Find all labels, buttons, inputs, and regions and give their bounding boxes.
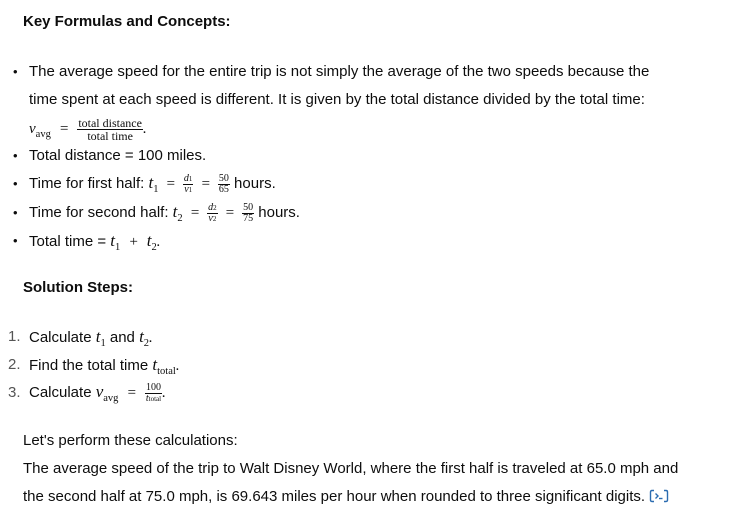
result-line-2-text: the second half at 75.0 mph, is 69.643 miles per hour when rounded to three significant digits. bbox=[23, 488, 646, 505]
step-3-label: Calculate bbox=[29, 384, 96, 401]
first-half-item: Time for first half: $t_1$ = $\frac{d1}{v1}$ = $\frac{50}{65}$ hours. bbox=[29, 172, 276, 195]
step-3-number: 3. bbox=[8, 384, 21, 401]
avg-speed-formula: $v_{avg}$ = $\frac{\text{total distance}}{\text{total time}}$ . bbox=[29, 115, 147, 143]
bullet: • bbox=[13, 64, 18, 79]
step-1-and: and bbox=[109, 329, 140, 346]
step-2-label: Find the total time bbox=[29, 357, 153, 374]
numerator-50: 50 bbox=[243, 201, 254, 213]
first-half-label: Time for first half: bbox=[29, 175, 149, 192]
total-time-label: Total time = bbox=[29, 233, 111, 250]
step-3: Calculate $v_{avg}$ = $\frac{100}{\text{ttotal}}$ . bbox=[29, 381, 166, 404]
numerator-100: 100 bbox=[146, 381, 161, 393]
step-2: Find the total time $t_{total}$. bbox=[29, 355, 180, 377]
second-half-label: Time for second half: bbox=[29, 204, 173, 221]
fraction-denominator: total time bbox=[87, 128, 133, 143]
step-2-number: 2. bbox=[8, 356, 21, 373]
bullet: • bbox=[13, 205, 18, 220]
avg-speed-text-line-1: The average speed for the entire trip is not simply the average of the two speeds because the bbox=[29, 63, 650, 80]
code-interpreter-icon[interactable] bbox=[649, 489, 669, 503]
fraction-numerator: total distance bbox=[78, 115, 142, 130]
bullet: • bbox=[13, 233, 18, 248]
step-1-label: Calculate bbox=[29, 329, 96, 346]
result-line-1: The average speed of the trip to Walt Disney World, where the first half is traveled at 65.0 mph and bbox=[23, 460, 679, 477]
denominator-65: 65 bbox=[218, 183, 229, 195]
bullet: • bbox=[13, 148, 18, 163]
total-distance-item: Total distance = 100 miles. bbox=[29, 147, 207, 164]
step-1-number: 1. bbox=[8, 328, 21, 345]
avg-speed-text-line-2: time spent at each speed is different. It is given by the total distance divided by the total time: bbox=[29, 91, 645, 108]
total-time-item: Total time = $t_1 + t_2$. bbox=[29, 231, 161, 253]
formulas-heading: Key Formulas and Concepts: bbox=[23, 13, 231, 30]
hours-suffix: hours. bbox=[229, 175, 276, 192]
hours-suffix: hours. bbox=[254, 204, 300, 221]
solution-heading: Solution Steps: bbox=[23, 279, 133, 296]
bullet: • bbox=[13, 176, 18, 191]
calc-intro: Let's perform these calculations: bbox=[23, 432, 238, 449]
denominator-75: 75 bbox=[243, 212, 254, 224]
numerator-50: 50 bbox=[218, 172, 229, 184]
second-half-item: Time for second half: $t_2$ = $\frac{d2}{v2}$ = $\frac{50}{75}$ hours. bbox=[29, 201, 300, 224]
result-line-2 bbox=[23, 487, 669, 507]
step-1: Calculate $t_1$ and $t_2$. bbox=[29, 327, 153, 349]
